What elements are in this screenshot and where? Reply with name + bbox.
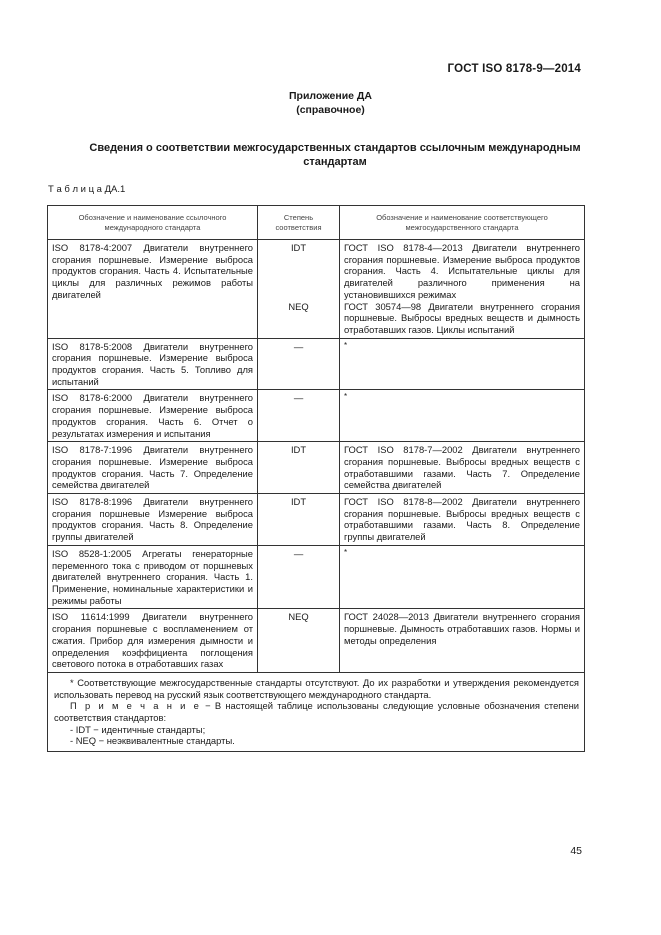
document-title: Сведения о соответствии межгосударственных стандартов ссылочным международным стандартам xyxy=(89,142,581,168)
degree-cell: IDT xyxy=(258,494,340,546)
intl-standard-cell: ISO 8178-5:2008 Двигатели внутреннего сгорания поршневые. Измерение выброса продуктов сгорания. Часть 5. Топливо для испытаний xyxy=(48,338,258,390)
table-row xyxy=(48,494,585,546)
column-header: Обозначение и наименование ссылочного международного стандарта xyxy=(48,206,258,240)
national-standard-text: ГОСТ ISO 8178-4—2013 Двигатели внутреннего сгорания поршневые. Измерение выброса продуктов сгорания. Часть 4. Испытательные циклы для двигателей различного применения на установившихся режимах xyxy=(344,242,580,300)
legend-neq: - NEQ − неэквивалентные стандарты. xyxy=(70,735,235,747)
national-standard-cell: ГОСТ ISO 8178-7—2002 Двигатели внутреннего сгорания поршневые. Выбросы вредных веществ с отработавшими газами. Часть 7. Определение семейства двигателей xyxy=(340,442,585,494)
note-label: П р и м е ч а н и е xyxy=(70,700,201,712)
intl-standard-cell: ISO 8178-8:1996 Двигатели внутреннего сгорания поршневые Измерение выброса продуктов сгорания. Часть 8. Определение группы двигателей xyxy=(48,494,258,546)
degree-value: IDT xyxy=(290,242,307,253)
national-standard-text: ГОСТ 30574—98 Двигатели внутреннего сгорания поршневые. Выбросы вредных веществ и дымность отработавших газов. Циклы испытаний xyxy=(344,300,580,335)
column-header: Степень соответствия xyxy=(258,206,340,240)
footnote: * Соответствующие межгосударственные стандарты отсутствуют. До их разработки и утверждения рекомендуется использовать перевод на русский язык соответствующего международного стандарта. xyxy=(54,676,579,700)
appendix-title: Приложение ДА xyxy=(289,90,372,102)
national-standard-cell: ГОСТ ISO 8178-8—2002 Двигатели внутреннего сгорания поршневые. Выбросы вредных веществ с отработавшими газами. Часть 8. Определение группы двигателей xyxy=(340,494,585,546)
table-label: Т а б л и ц а ДА.1 xyxy=(48,184,126,195)
appendix-subtitle: (справочное) xyxy=(296,104,365,116)
table-notes-row xyxy=(48,672,585,751)
degree-value: NEQ xyxy=(288,300,309,312)
legend-idt: - IDT − идентичные стандарты; xyxy=(70,723,206,735)
national-standard-cell: * xyxy=(340,545,585,609)
document-code: ГОСТ ISO 8178-9—2014 xyxy=(447,63,581,75)
national-standard-cell: ГОСТ 24028—2013 Двигатели внутреннего сгорания поршневые. Дымность отработавших газов. Нормы и методы определения xyxy=(340,609,585,673)
note-text: − В настоящей таблице использованы следующие условные обозначения степени соответствия стандартов: xyxy=(54,700,579,724)
intl-standard-cell: ISO 8178-7:1996 Двигатели внутреннего сгорания поршневые. Измерение выброса продуктов сгорания. Часть 7. Определение семейства двигателей xyxy=(48,442,258,494)
national-standard-cell xyxy=(340,240,585,339)
degree-cell: — xyxy=(258,545,340,609)
intl-standard-cell: ISO 8178-4:2007 Двигатели внутреннего сгорания поршневые. Измерение выброса продуктов сгорания. Часть 4. Испытательные циклы для различных режимов работы двигателей xyxy=(48,240,258,339)
intl-standard-cell: ISO 8178-6:2000 Двигатели внутреннего сгорания поршневые. Измерение выброса продуктов сгорания. Часть 6. Отчет о результатах измерения и испытания xyxy=(48,390,258,442)
degree-cell xyxy=(258,240,340,339)
table-row xyxy=(48,545,585,609)
page-number: 45 xyxy=(570,845,582,857)
degree-cell: — xyxy=(258,390,340,442)
degree-cell: IDT xyxy=(258,442,340,494)
degree-cell: NEQ xyxy=(258,609,340,673)
national-standard-cell: * xyxy=(340,338,585,390)
note-paragraph xyxy=(54,700,579,723)
table-row xyxy=(48,609,585,673)
table-row xyxy=(48,442,585,494)
column-header: Обозначение и наименование соответствующего межгосударственного стандарта xyxy=(340,206,585,240)
intl-standard-cell: ISO 11614:1999 Двигатели внутреннего сгорания поршневые с воспламенением от сжатия. Прибор для измерения дымности и определения коэффициента поглощения светового потока в отработавших газах xyxy=(48,609,258,673)
table-row xyxy=(48,338,585,390)
table-row xyxy=(48,240,585,339)
degree-cell: — xyxy=(258,338,340,390)
national-standard-cell: * xyxy=(340,390,585,442)
table-notes-cell xyxy=(48,672,585,751)
table-header-row xyxy=(48,206,585,240)
table-row xyxy=(48,390,585,442)
correspondence-table xyxy=(47,205,585,752)
intl-standard-cell: ISO 8528-1:2005 Агрегаты генераторные переменного тока с приводом от поршневых двигателей внутреннего сгорания. Часть 1. Применение, номинальные характеристики и режимы работы xyxy=(48,545,258,609)
